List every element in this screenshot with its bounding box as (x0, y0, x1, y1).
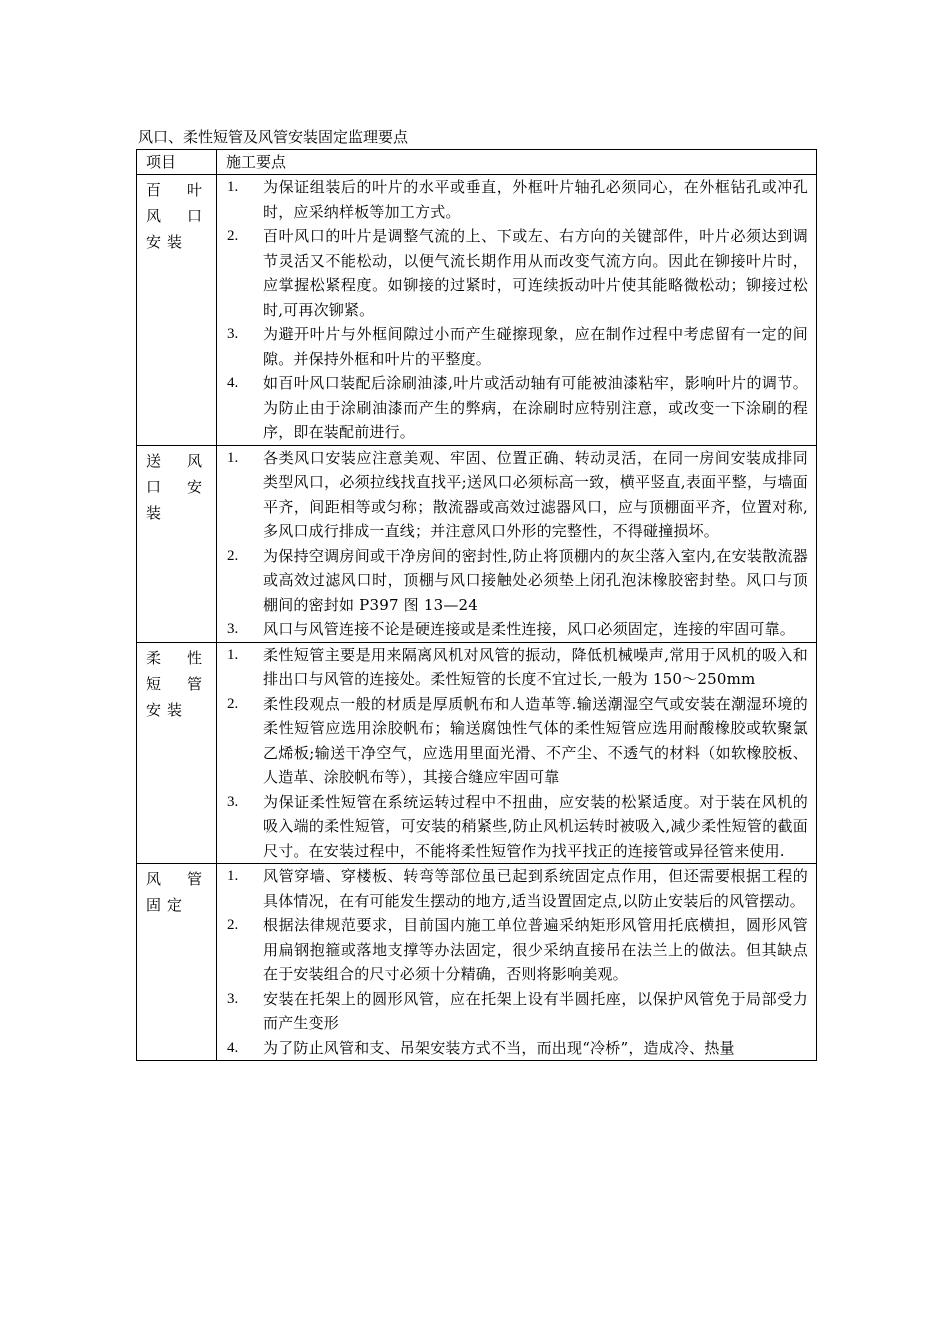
item-number: 1. (227, 179, 239, 195)
item-number: 1. (227, 449, 239, 466)
category-label: 柔性短管安装 (146, 648, 208, 719)
header-cell-item (137, 150, 217, 175)
item-text: 柔性段观点一般的材质是厚质帆布和人造革等.输送潮湿空气或安装在潮湿环境的柔性短管应选用涂胶帆布；输送腐蚀性气体的柔性短管应选用耐酸橡胶或软聚氯乙烯板;输送干净空气，应选用里面光滑、不产尘、不透气的材料（如软橡胶板、人造革、涂胶帆布等），其接合缝应牢固可靠 (263, 694, 808, 786)
header-points-label: 施工要点 (226, 153, 287, 171)
header-item-label: 项目 (146, 153, 177, 171)
category-cell (137, 864, 217, 1061)
category-cell (137, 445, 217, 642)
category-cell (137, 642, 217, 864)
item-text: 为保证组装后的叶片的水平或垂直，外框叶片轴孔必须同心，在外框钻孔或冲孔时，应采纳样板等加工方式。 (263, 178, 808, 221)
list-item (217, 322, 816, 371)
points-cell (217, 445, 817, 642)
item-text: 柔性短管主要是用来隔离风机对风管的振动，降低机械噪声,常用于风机的吸入和排出口与风管的连接处。柔性短管的长度不宜过长,一般为 150～250mm (263, 645, 808, 688)
table-row (137, 864, 817, 1061)
item-text: 如百叶风口装配后涂刷油漆,叶片或活动轴有可能被油漆粘牢，影响叶片的调节。为防止由于涂刷油漆而产生的弊病，在涂刷时应特别注意，或改变一下涂刷的程序，即在装配前进行。 (263, 374, 808, 441)
item-text: 为保证柔性短管在系统运转过程中不扭曲，应安装的松紧适度。对于装在风机的吸入端的柔性短管，可安装的稍紧些,防止风机运转时被吸入,减少柔性短管的截面尺寸。在安装过程中，不能将柔性短管作为找平找正的连接管或异径管来使用. (263, 792, 808, 860)
item-number: 2. (227, 695, 239, 712)
list-item (217, 643, 816, 692)
item-text: 为保持空调房间或干净房间的密封性,防止将顶棚内的灰尘落入室内,在安装散流器或高效过滤风口时，顶棚与风口接触处必须垫上闭孔泡沫橡胶密封垫。风口与顶棚间的密封如 P397 图 13—24 (263, 546, 808, 614)
table-row (137, 445, 817, 642)
item-number: 3. (227, 793, 239, 810)
item-number: 3. (227, 621, 239, 637)
item-number: 4. (227, 375, 239, 391)
item-text: 为了防止风管和支、吊架安装方式不当，而出现“冷桥”，造成冷、热量 (263, 1038, 735, 1057)
item-number: 3. (227, 990, 239, 1007)
item-text: 百叶风口的叶片是调整气流的上、下或左、右方向的关键部件，叶片必须达到调节灵活又不能松动，以便气流长期作用从而改变气流方向。因此在铆接叶片时，应掌握松紧程度。如铆接的过紧时，可连续扳动叶片使其能略微松动；铆接过松时,可再次铆紧。 (263, 227, 808, 319)
list-item (217, 175, 816, 224)
item-text: 风口与风管连接不论是硬连接或是柔性连接，风口必须固定，连接的牢固可靠。 (263, 620, 796, 638)
list-item (217, 544, 816, 618)
item-number: 2. (227, 547, 239, 564)
item-text: 风管穿墙、穿楼板、转弯等部位虽已起到系统固定点作用，但还需要根据工程的具体情况，在有可能发生摆动的地方,适当设置固定点,以防止安装后的风管摆动。 (263, 867, 808, 910)
list-item (217, 371, 816, 445)
points-cell (217, 175, 817, 446)
list-item (217, 224, 816, 322)
list-item (217, 446, 816, 544)
points-cell (217, 864, 817, 1061)
category-label: 百叶风口安装 (146, 181, 208, 251)
table-body (137, 175, 817, 1061)
list-item (217, 913, 816, 987)
header-cell-points (217, 150, 817, 175)
list-item (217, 692, 816, 790)
list-item (217, 790, 816, 864)
list-item (217, 617, 816, 642)
item-number: 2. (227, 228, 239, 244)
points-cell (217, 642, 817, 864)
item-number: 1. (227, 868, 239, 884)
list-item (217, 987, 816, 1036)
item-number: 4. (227, 1039, 239, 1056)
item-number: 3. (227, 326, 239, 342)
table-row (137, 642, 817, 864)
list-item (217, 864, 816, 913)
list-item (217, 1036, 816, 1061)
category-label: 风管固定 (146, 870, 208, 914)
item-number: 2. (227, 917, 239, 933)
table-row (137, 175, 817, 446)
item-text: 为避开叶片与外框间隙过小而产生碰擦现象，应在制作过程中考虑留有一定的间隙。并保持外框和叶片的平整度。 (263, 325, 808, 368)
document-title: 风口、柔性短管及风管安装固定监理要点 (138, 128, 409, 146)
item-text: 各类风口安装应注意美观、牢固、位置正确、转动灵活，在同一房间安装成排同类型风口，必须拉线找直找平;送风口必须标高一致，横平竖直,表面平整，与墙面平齐，间距相等或匀称；散流器或高效过滤器风口，应与顶棚面平齐，位置对称,多风口成行排成一直线；并注意风口外形的完整性，不得碰撞损坏。 (263, 448, 808, 540)
table-header-row (137, 150, 817, 175)
item-text: 安装在托架上的圆形风管，应在托架上设有半圆托座，以保护风管免于局部受力而产生变形 (263, 989, 808, 1032)
item-number: 1. (227, 646, 239, 663)
item-text: 根据法律规范要求，目前国内施工单位普遍采纳矩形风管用托底横担，圆形风管用扁钢抱箍或落地支撑等办法固定，很少采纳直接吊在法兰上的做法。但其缺点在于安装组合的尺寸必须十分精确，否则将影响美观。 (263, 916, 808, 983)
inspection-table (136, 149, 817, 1061)
category-cell (137, 175, 217, 446)
category-label: 送风口安装 (146, 451, 208, 522)
